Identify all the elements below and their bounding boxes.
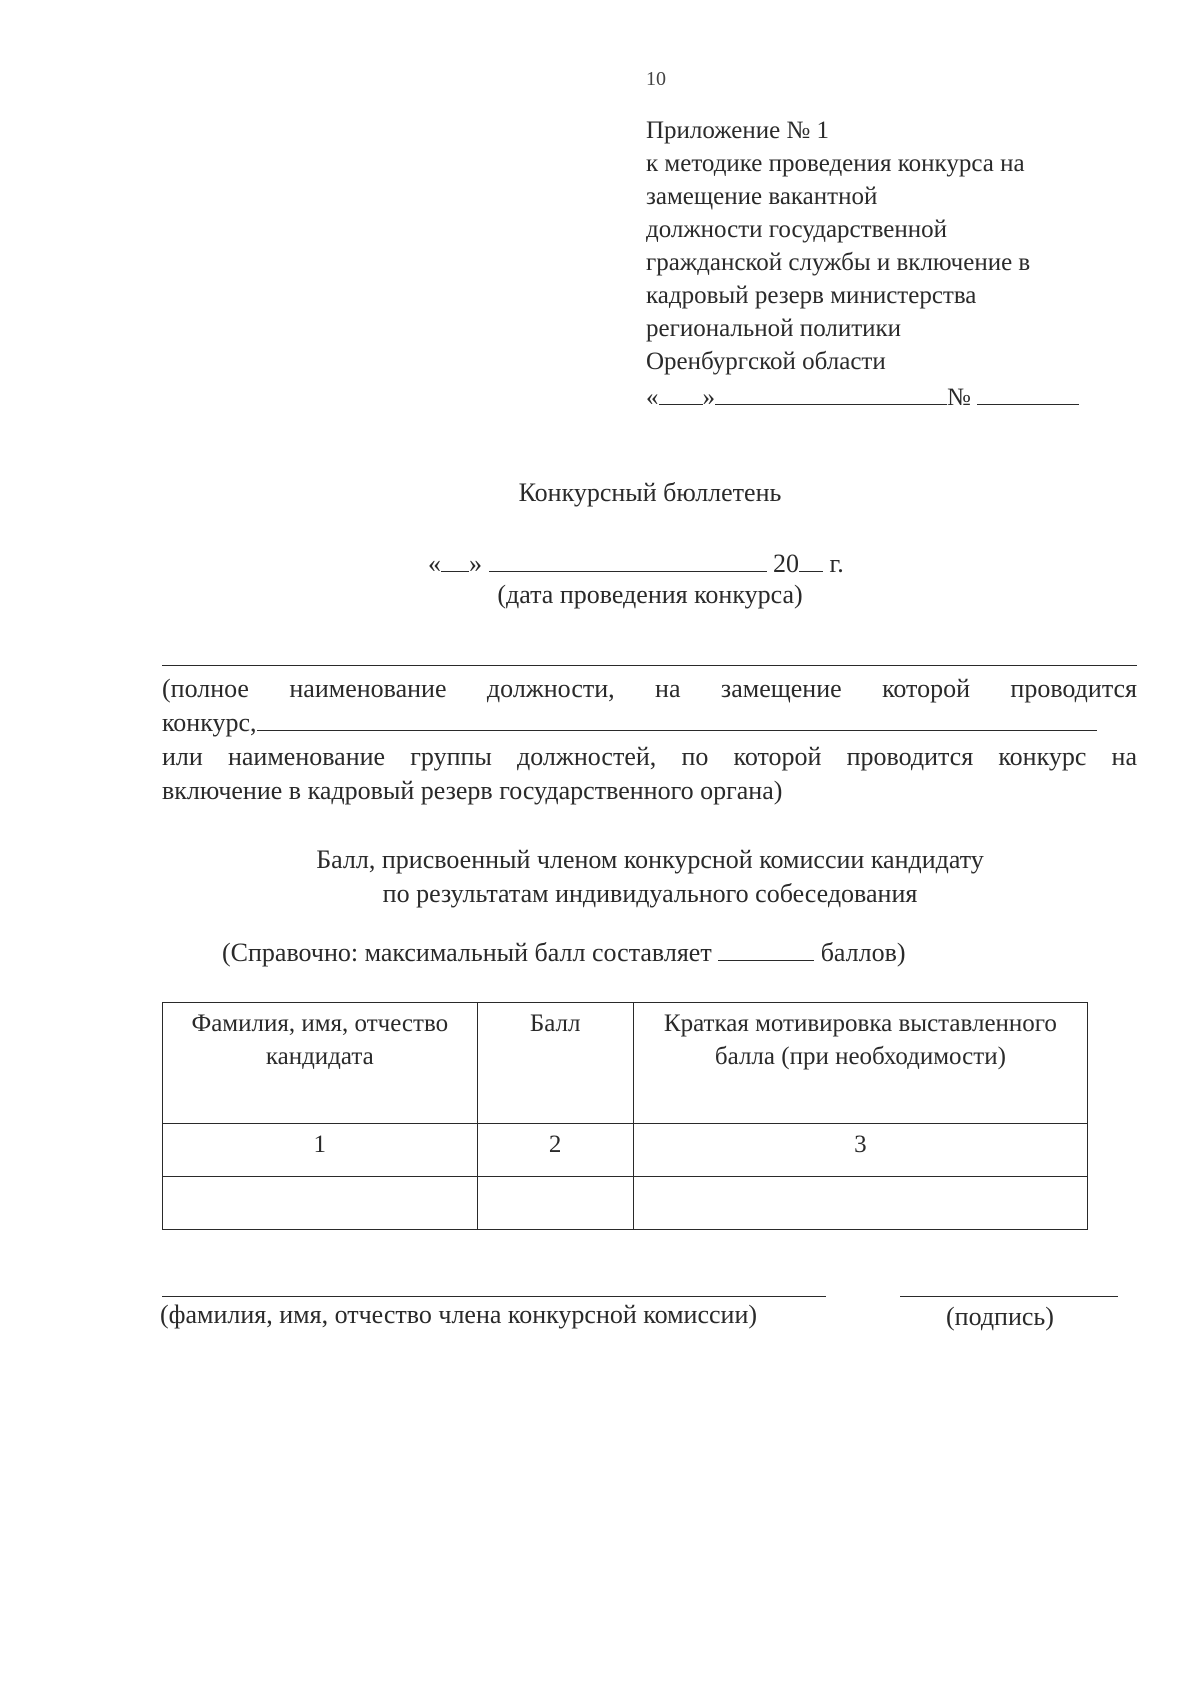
motivation-cell: [633, 1177, 1087, 1230]
score-heading-line-2: по результатам индивидуального собеседования: [382, 879, 918, 908]
document-title: Конкурсный бюллетень: [518, 478, 782, 507]
position-line-4: включение в кадровый резерв государственного органа): [162, 776, 783, 805]
header-score: Балл: [477, 1003, 633, 1124]
annex-number-blank: [977, 380, 1079, 405]
annex-line: замещение вакантной: [646, 183, 878, 210]
annex-line: к методике проведения конкурса на: [646, 150, 1025, 177]
score-heading: [0, 843, 1200, 911]
signature-caption: (подпись): [946, 1302, 1054, 1331]
table-number-row: [163, 1124, 1088, 1177]
column-number-3: 3: [633, 1124, 1087, 1177]
table-header-row: [163, 1003, 1088, 1124]
score-cell: [477, 1177, 633, 1230]
position-group-blank: [257, 706, 1097, 731]
header-candidate-name: Фамилия, имя, отчество кандидата: [163, 1003, 478, 1124]
position-line-3: или наименование группы должностей, по которой проводится конкурс на: [162, 742, 1137, 771]
column-number-1: 1: [163, 1124, 478, 1177]
column-number-2: 2: [477, 1124, 633, 1177]
annex-date-open-quote: «: [646, 384, 659, 411]
contest-date-open-quote: «: [428, 549, 441, 578]
reference-prefix: (Справочно: максимальный балл составляет: [222, 938, 712, 967]
annex-date-close-quote: »: [702, 384, 715, 411]
header-motivation: Краткая мотивировка выставленного балла (при необходимости): [633, 1003, 1087, 1124]
contest-year-suffix: г.: [829, 549, 844, 578]
contest-day-blank: [441, 547, 469, 572]
annex-day-blank: [659, 380, 703, 405]
member-name-caption: (фамилия, имя, отчество члена конкурсной комиссии): [160, 1300, 758, 1329]
max-score-reference: [222, 936, 906, 968]
contest-year-blank: [799, 547, 823, 572]
annex-line: Приложение № 1: [646, 117, 830, 144]
member-name-line: [162, 1296, 826, 1297]
position-line-2: [162, 706, 1137, 740]
candidate-name-cell: [163, 1177, 478, 1230]
contest-date-line: [428, 547, 844, 579]
annex-line: должности государственной: [646, 216, 947, 243]
contest-date-caption: (дата проведения конкурса): [497, 580, 803, 609]
score-table: [162, 1002, 1088, 1230]
score-heading-line-1: Балл, присвоенный членом конкурсной комиссии кандидату: [316, 845, 984, 874]
position-line-1: (полное наименование должности, на замещение которой проводится: [162, 674, 1137, 703]
page-number: 10: [646, 68, 666, 90]
signature-line: [900, 1296, 1118, 1297]
annex-line: региональной политики: [646, 315, 902, 342]
contest-month-blank: [489, 547, 767, 572]
position-name-line: [162, 665, 1137, 666]
position-description: [162, 672, 1137, 808]
annex-month-blank: [715, 380, 947, 405]
reference-suffix: баллов): [820, 938, 906, 967]
annex-line: кадровый резерв министерства: [646, 282, 977, 309]
contest-date-close-quote: »: [469, 549, 482, 578]
annex-line: Оренбургской области: [646, 348, 886, 375]
table-row: [163, 1177, 1088, 1230]
annex-line: гражданской службы и включение в: [646, 249, 1031, 276]
annex-header: [646, 114, 1030, 378]
max-score-blank: [718, 936, 814, 961]
annex-number-sign: №: [947, 384, 971, 411]
position-line-2-prefix: конкурс,: [162, 708, 257, 737]
contest-year-prefix: 20: [773, 549, 799, 578]
annex-date-line: [646, 380, 1079, 414]
